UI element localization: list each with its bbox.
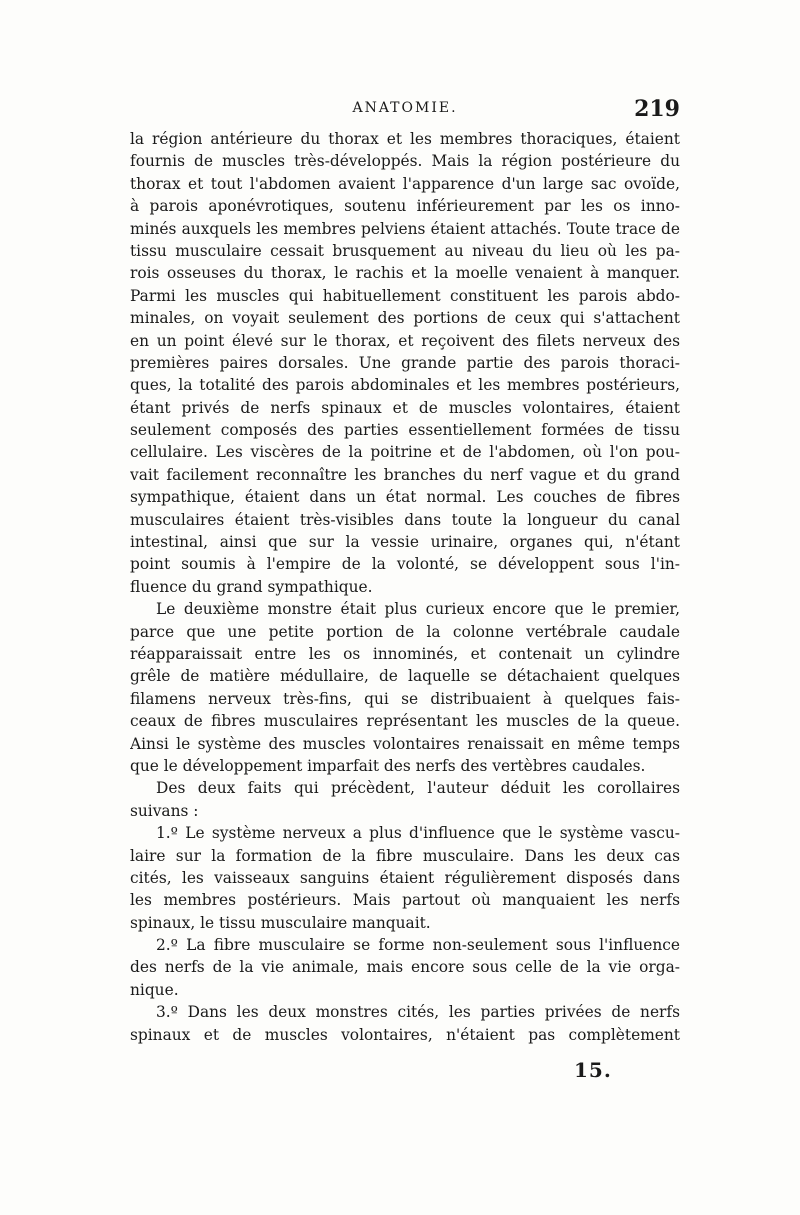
text-line: minés auxquels les membres pelviens étaient attachés. Toute trace de [130,219,680,238]
text-line: fluence du grand sympathique. [130,577,373,596]
text-line: tissu musculaire cessait brusquement au niveau du lieu où les pa- [130,241,680,260]
page-number: 219 [634,96,680,122]
text-line: rois osseuses du thorax, le rachis et la moelle venaient à manquer. [130,264,680,283]
running-head [130,96,680,126]
text-line: les membres postérieurs. Mais partout où manquaient les nerfs [130,891,680,910]
text-line: cités, les vaisseaux sanguins étaient régulièrement disposés dans [130,868,680,887]
text-line: des nerfs de la vie animale, mais encore sous celle de la vie orga- [130,958,680,977]
text-line: spinaux et de muscles volontaires, n'étaient pas complètement [130,1025,680,1044]
text-line: en un point élevé sur le thorax, et reçoivent des filets nerveux des [130,331,680,350]
text-line: sympathique, étaient dans un état normal. Les couches de fibres [130,488,680,507]
text-line: à parois aponévrotiques, soutenu inférieurement par les os inno- [130,197,680,216]
text-line: point soumis à l'empire de la volonté, se développent sous l'in- [130,555,680,574]
text-line: 3.º Dans les deux monstres cités, les parties privées de nerfs [156,1003,680,1022]
text-line: premières paires dorsales. Une grande partie des parois thoraci- [130,353,680,372]
text-line: suivans : [130,801,199,820]
text-line: réapparaissait entre les os innominés, et contenait un cylindre [130,644,680,663]
text-line: intestinal, ainsi que sur la vessie urinaire, organes qui, n'étant [130,533,680,552]
text-line: grêle de matière médullaire, de laquelle se détachaient quelques [130,667,680,686]
text-line: étant privés de nerfs spinaux et de muscles volontaires, étaient [130,398,680,417]
text-line: 2.º La fibre musculaire se forme non-seulement sous l'influence [156,936,680,955]
text-line: vait facilement reconnaître les branches du nerf vague et du grand [130,465,680,484]
text-line: la région antérieure du thorax et les membres thoraciques, étaient [130,130,680,148]
text-line: thorax et tout l'abdomen avaient l'apparence d'un large sac ovoïde, [130,174,680,193]
text-line: ques, la totalité des parois abdominales et les membres postérieurs, [130,376,680,395]
text-line: Des deux faits qui précèdent, l'auteur déduit les corollaires [156,779,680,798]
text-line: Ainsi le système des muscles volontaires renaissait en même temps [130,734,680,753]
text-line: que le développement imparfait des nerfs des vertèbres caudales. [130,756,646,775]
text-line: filamens nerveux très-fins, qui se distribuaient à quelques fais- [130,689,680,708]
text-line: seulement composés des parties essentiellement formées de tissu [130,421,680,440]
text-line: spinaux, le tissu musculaire manquait. [130,913,431,932]
text-line: nique. [130,980,179,999]
text-line: minales, on voyait seulement des portions de ceux qui s'attachent [130,309,680,328]
text-line: Le deuxième monstre était plus curieux encore que le premier, [156,600,680,619]
body-text [130,128,680,1046]
text-line: Parmi les muscles qui habituellement constituent les parois abdo- [130,286,680,305]
running-title: ANATOMIE. [352,100,458,116]
signature-mark: 15. [574,1058,612,1082]
text-line: ceaux de fibres musculaires représentant les muscles de la queue. [130,712,680,731]
text-line: fournis de muscles très-développés. Mais la région postérieure du [130,152,680,171]
text-line: laire sur la formation de la fibre musculaire. Dans les deux cas [130,846,680,865]
text-line: parce que une petite portion de la colonne vertébrale caudale [130,622,680,641]
text-line: cellulaire. Les viscères de la poitrine et de l'abdomen, où l'on pou- [130,443,680,462]
text-line: musculaires étaient très-visibles dans toute la longueur du canal [130,510,680,529]
text-line: 1.º Le système nerveux a plus d'influence que le système vascu- [156,824,680,843]
